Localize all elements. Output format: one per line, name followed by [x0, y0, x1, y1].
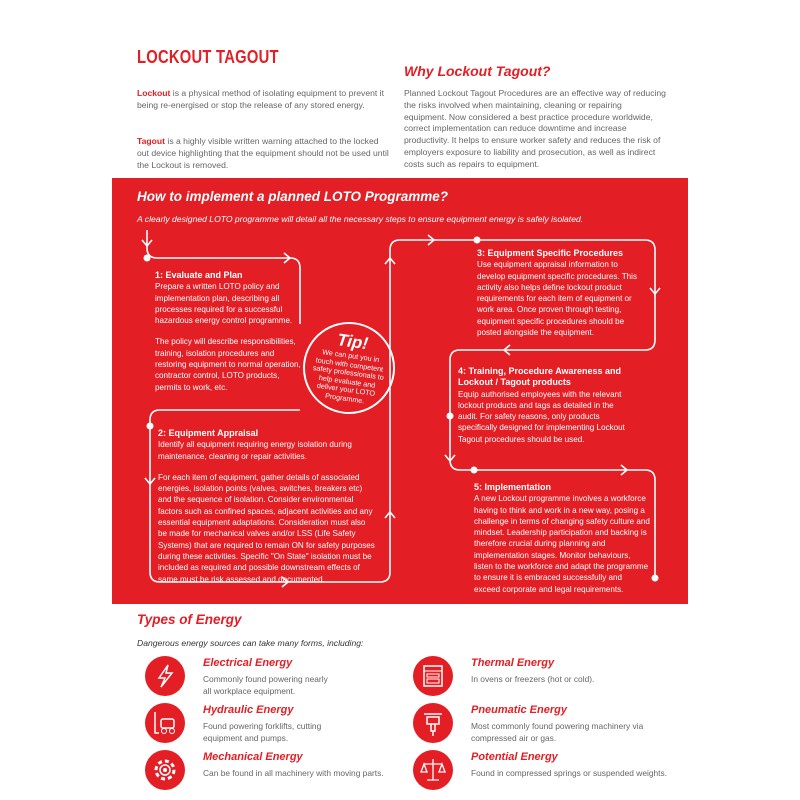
step-text: Identify all equipment requiring energy isolation during maintenance, cleaning or repair activities.: [158, 440, 352, 461]
why-title: Why Lockout Tagout?: [404, 63, 551, 79]
energy-item-title: Hydraulic Energy: [203, 704, 294, 716]
energy-item-desc: In ovens or freezers (hot or cold).: [471, 674, 595, 684]
step-heading: 3: Equipment Specific Procedures: [477, 248, 624, 258]
jackhammer-icon: [413, 703, 453, 743]
step-text: Equip authorised employees with the relevant lockout products and tags as detailed in the audit. For safety reasons, only products specifically designed for implementing Lockout Tagout procedures should be used.: [458, 389, 625, 444]
step-heading: 4: Training, Procedure Awareness and Lockout / Tagout products: [458, 366, 622, 388]
energy-item-desc: Commonly found powering nearly all workplace equipment.: [203, 674, 328, 696]
lightning-icon: [145, 656, 185, 696]
energy-title: Types of Energy: [137, 612, 242, 627]
step-text: The policy will describe responsibilities, training, isolation procedures and restoring equipment to normal operation, contractor control, LOTO products, permits to work, etc.: [155, 337, 301, 392]
energy-item-desc: Can be found in all machinery with moving parts.: [203, 768, 384, 778]
page-title: LOCKOUT TAGOUT: [137, 47, 279, 67]
energy-item-title: Pneumatic Energy: [471, 704, 567, 716]
step-text: Prepare a written LOTO policy and implementation plan, describing all processes required for a successful hazardous energy control programme.: [155, 282, 293, 326]
step-heading: 2: Equipment Appraisal: [158, 428, 259, 438]
energy-item-title: Electrical Energy: [203, 657, 293, 669]
scales-icon: [413, 750, 453, 790]
energy-item-title: Mechanical Energy: [203, 751, 303, 763]
tagout-text: is a highly visible written warning attached to the locked out device highlighting that the equipment should not be used until the Lockout is removed.: [137, 136, 389, 170]
energy-item-desc: Found in compressed springs or suspended weights.: [471, 768, 667, 778]
tagout-term: Tagout: [137, 136, 166, 146]
step-text: Use equipment appraisal information to develop equipment specific procedures. This activity also helps define lockout product requirements for each item of equipment or work area. Once proven through testing, equipment specific procedures should be posted alongside the equipment.: [477, 260, 638, 338]
energy-item-title: Potential Energy: [471, 751, 558, 763]
oven-icon: [413, 656, 453, 696]
step-text: For each item of equipment, gather details of associated energies, isolation points (valves, switches, breakers etc) and the sequence of isolation. Consider environmental factors such as confined spaces, adjacent activities and any essential equipment adaptations. Consideration must also be made for mechanical valves and/or LSS (Life Safety Systems) that are required to remain ON for safety purposes during these activities. Specific "On State" isolation must be included as required and possible downstream effects of same must be risk assessed and documented.: [158, 472, 375, 584]
lockout-definition: [137, 88, 392, 112]
programme-subtitle: A clearly designed LOTO programme will detail all the necessary steps to ensure equipment energy is safely isolated.: [137, 214, 584, 224]
step-2: [158, 428, 376, 595]
step-heading: 5: Implementation: [474, 482, 552, 492]
gear-icon: [145, 750, 185, 790]
energy-item-desc: Most commonly found powering machinery via compressed air or gas.: [471, 721, 644, 743]
step-1: [155, 270, 303, 403]
forklift-icon: [145, 703, 185, 743]
step-3: [477, 248, 641, 348]
tip-text: We can put you in touch with competent safety professionals to help evaluate and deliver your LOTO Programme.: [312, 347, 385, 406]
programme-title: How to implement a planned LOTO Programme?: [137, 189, 449, 204]
step-text: A new Lockout programme involves a workforce having to think and work in a new way, posing a challenge in terms of changing safety culture and mindset. Leadership participation and backing is therefore crucial during planning and implementation stages. Monitor behaviours, listen to the workforce and adapt the programme to ensure it is embraced successfully and exceed corporate and legal requirements.: [474, 494, 650, 594]
energy-subtitle: Dangerous energy sources can take many forms, including:: [137, 638, 364, 648]
lockout-term: Lockout: [137, 88, 171, 98]
lockout-text: is a physical method of isolating equipment to prevent it being re-energised or stop the release of any stored energy.: [137, 88, 384, 110]
energy-item-desc: Found powering forklifts, cutting equipment and pumps.: [203, 721, 322, 743]
step-5: [474, 482, 650, 605]
tip-title: Tip!: [336, 330, 370, 354]
energy-item-title: Thermal Energy: [471, 657, 555, 669]
step-4: [458, 366, 634, 455]
tagout-definition: [137, 136, 392, 171]
step-heading: 1: Evaluate and Plan: [155, 270, 243, 280]
why-text: Planned Lockout Tagout Procedures are an effective way of reducing the risks involved when maintaining, cleaning or repairing equipment. Now considered a best practice procedure worldwide, correct implementation can reduce downtime and increase productivity. It helps to ensure worker safety and reduces the risk of employers exposure to liability and prosecution, as well as indirect costs such as repairs to equipment.: [404, 88, 666, 169]
